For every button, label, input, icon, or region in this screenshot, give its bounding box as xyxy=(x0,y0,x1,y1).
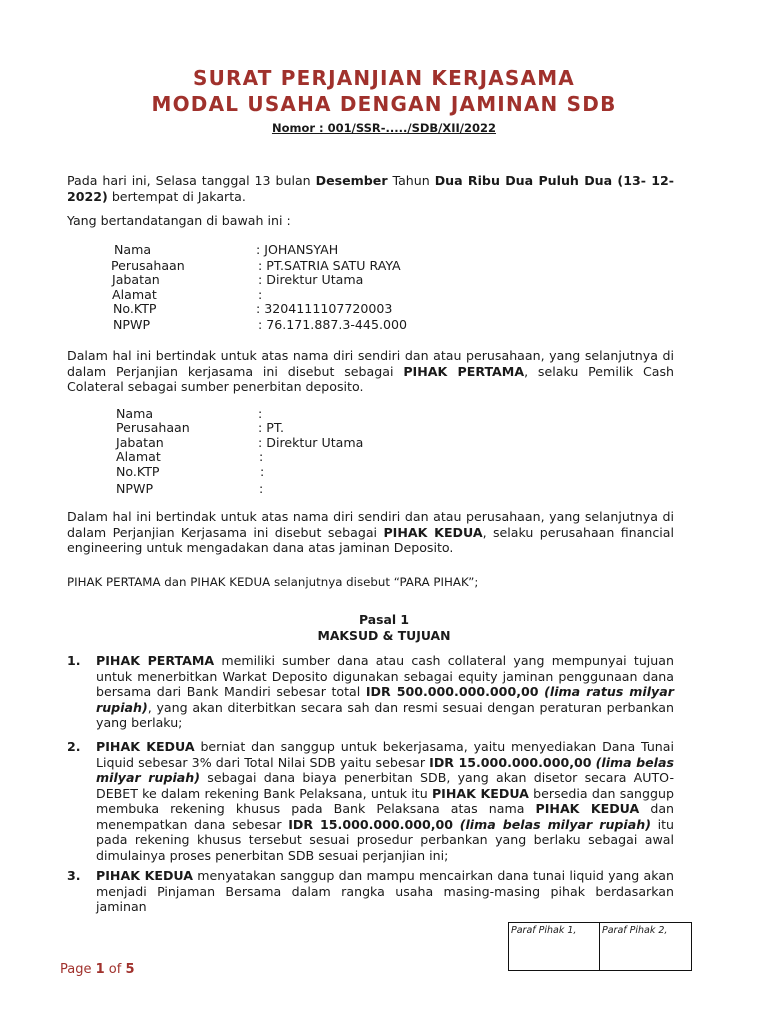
item3-party: PIHAK KEDUA xyxy=(96,868,193,883)
opening-text-e: bertempat di Jakarta. xyxy=(107,188,246,204)
party2-label-npwp: NPWP xyxy=(116,481,154,496)
party1-desc-text-c: , selaku Pemilik Cash Colateral sebagai sumber penerbitan deposito. xyxy=(67,363,674,394)
party2-role: PIHAK KEDUA xyxy=(383,524,483,540)
list-item-text xyxy=(96,868,674,915)
item2-amount-b: IDR 15.000.000.000,00 xyxy=(288,816,454,832)
party2-label-ktp: No.KTP xyxy=(116,464,160,479)
signatories-intro: Yang bertandatangan di bawah ini : xyxy=(67,213,291,228)
opening-paragraph xyxy=(67,173,674,204)
party1-value-ktp: : 3204111107720003 xyxy=(256,301,393,316)
list-item-number: 2. xyxy=(67,739,81,754)
party1-role: PIHAK PERTAMA xyxy=(403,363,525,379)
opening-text-a: Pada hari ini, Selasa tanggal 13 bulan xyxy=(67,173,316,188)
party1-label-company: Perusahaan xyxy=(111,258,185,273)
party2-label-address: Alamat xyxy=(116,449,161,464)
party2-desc-text-a: Dalam hal ini bertindak untuk atas nama diri sendiri dan atau perusahaan, yang selanjutnya di dalam Perjanjian Kerjasama ini disebut sebagai xyxy=(67,509,674,540)
party1-label-npwp: NPWP xyxy=(113,317,151,332)
party1-value-address: : xyxy=(258,287,263,302)
item1-text-end: , yang akan diterbitkan secara sah dan resmi sesuai dengan peraturan perbankan yang berlaku; xyxy=(96,699,674,730)
item2-amount-words: (lima belas milyar rupiah) xyxy=(96,754,674,785)
item2-text: berniat dan sanggup untuk bekerjasama, yaitu menyediakan Dana Tunai Liquid sebesar 3% dari Total Nilai SDB yaitu sebesar xyxy=(96,739,674,770)
document-title-line-1: SURAT PERJANJIAN KERJASAMA xyxy=(193,66,575,90)
page-of-word: of xyxy=(104,962,126,977)
party2-label-position: Jabatan xyxy=(116,435,164,450)
item1-party: PIHAK PERTAMA xyxy=(96,653,215,668)
item2-text-end: itu pada rekening khusus tersebut sesuai prosedur perbankan yang berlaku sebagai awal dimulainya proses penerbitan SDB sesuai perjanjian ini; xyxy=(96,816,674,863)
article-heading: MAKSUD & TUJUAN xyxy=(317,628,451,643)
party2-value-position: : Direktur Utama xyxy=(258,435,364,450)
opening-month: Desember xyxy=(315,173,388,188)
page-number: 1 xyxy=(95,962,105,977)
party2-label-name: Nama xyxy=(116,406,154,421)
page-indicator xyxy=(60,962,135,977)
opening-text-c: Tahun xyxy=(387,173,435,188)
document-title-line-2: MODAL USAHA DENGAN JAMINAN SDB xyxy=(151,92,617,116)
article-number: Pasal 1 xyxy=(358,612,410,627)
party2-value-name: : xyxy=(258,406,263,421)
item2-party: PIHAK KEDUA xyxy=(96,739,195,754)
item2-amount: IDR 15.000.000.000,00 xyxy=(429,754,592,770)
party2-value-ktp: : xyxy=(260,464,265,479)
page-total: 5 xyxy=(125,962,135,977)
list-item-number: 3. xyxy=(67,868,81,883)
initials-divider xyxy=(599,923,600,970)
opening-year: Dua Ribu Dua Puluh Dua (13- 12-2022) xyxy=(67,173,675,204)
list-item-text xyxy=(96,739,674,863)
para-pihak-definition: PIHAK PERTAMA dan PIHAK KEDUA selanjutnya disebut “PARA PIHAK”; xyxy=(67,575,479,589)
item3-text: menyatakan sanggup dan mampu mencairkan dana tunai liquid yang akan menjadi Pinjaman Bersama dalam rangka usaha masing-masing pihak berdasarkan jaminan xyxy=(96,868,674,914)
item2-amount-words-b: (lima belas milyar rupiah) xyxy=(459,816,651,832)
initials-party1-label: Paraf Pihak 1, xyxy=(511,925,577,936)
list-item-number: 1. xyxy=(67,653,81,668)
party1-label-address: Alamat xyxy=(112,287,157,302)
document-number: Nomor : 001/SSR-...../SDB/XII/2022 xyxy=(271,121,497,135)
item2-text-c: bersedia dan sanggup membuka rekening khusus pada Bank Pelaksana atas nama xyxy=(96,785,674,816)
item1-amount-words: (lima ratus milyar rupiah) xyxy=(96,684,674,715)
party2-value-npwp: : xyxy=(259,481,264,496)
party1-value-position: : Direktur Utama xyxy=(258,272,364,287)
party1-value-npwp: : 76.171.887.3-445.000 xyxy=(258,317,407,332)
item2-text-b: sebagai dana biaya penerbitan SDB, yang akan disetor secara AUTO-DEBET ke dalam rekening Bank Pelaksana, untuk itu xyxy=(96,770,674,801)
item2-party-b: PIHAK KEDUA xyxy=(431,785,529,801)
page-word: Page xyxy=(60,962,96,977)
party1-label-ktp: No.KTP xyxy=(113,301,157,316)
party2-value-company: : PT. xyxy=(258,420,285,435)
party1-label-position: Jabatan xyxy=(112,272,160,287)
party2-desc-text-c: , selaku perusahaan financial engineering untuk mengadakan dana atas jaminan Deposito. xyxy=(67,524,674,555)
party2-label-company: Perusahaan xyxy=(116,420,190,435)
item2-party-c: PIHAK KEDUA xyxy=(535,801,640,816)
party1-value-company: : PT.SATRIA SATU RAYA xyxy=(258,258,401,273)
initials-box xyxy=(508,922,692,971)
party2-value-address: : xyxy=(259,449,264,464)
item1-text: memiliki sumber dana atau cash collateral yang mempunyai tujuan untuk menerbitkan Warkat Deposito digunakan sebagai equity jaminan penggunaan dana bersama dari Bank Mandiri sebesar total xyxy=(96,653,674,699)
party1-desc-text-a: Dalam hal ini bertindak untuk atas nama diri sendiri dan atau perusahaan, yang selanjutnya di dalam Perjanjian kerjasama ini disebut sebagai xyxy=(67,348,674,379)
item1-amount: IDR 500.000.000.000,00 xyxy=(365,684,539,699)
party1-value-name: : JOHANSYAH xyxy=(256,242,339,257)
list-item-text xyxy=(96,653,674,731)
party1-label-name: Nama xyxy=(114,242,152,257)
party1-description xyxy=(67,348,674,395)
initials-party2-label: Paraf Pihak 2, xyxy=(602,925,668,936)
party2-description xyxy=(67,509,674,556)
item2-text-d: dan menempatkan dana sebesar xyxy=(96,801,675,832)
